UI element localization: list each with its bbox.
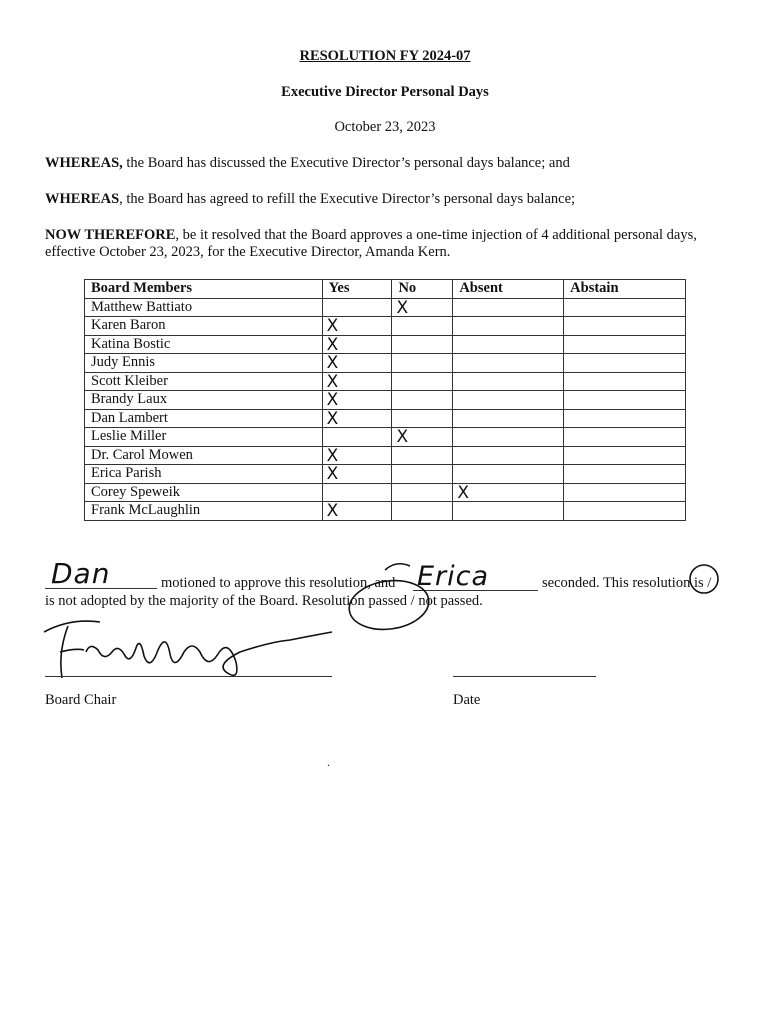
resolution-date: October 23, 2023 bbox=[334, 119, 436, 135]
date-label: Date bbox=[453, 692, 481, 708]
clause-text: , be it resolved that the Board approves a one-time injection of 4 additional personal days, effective October 23, 2023, for the Executive Director, Amanda Kern. bbox=[45, 227, 697, 260]
handwritten-x-mark: X bbox=[457, 482, 469, 503]
motion-text-1: motioned to approve this resolution, and bbox=[161, 575, 396, 591]
mover-name: Dan bbox=[51, 557, 111, 590]
clause-lead: NOW THEREFORE bbox=[45, 227, 176, 243]
motion-text-2: seconded. This resolution is / bbox=[542, 575, 712, 591]
handwritten-x-mark: X bbox=[326, 371, 339, 392]
header-abstain: Abstain bbox=[564, 280, 686, 299]
handwritten-x-mark: X bbox=[326, 316, 339, 336]
member-name: Karen Baron bbox=[85, 317, 323, 336]
handwritten-x-mark: X bbox=[326, 408, 339, 429]
clause-text: , the Board has agreed to refill the Executive Director’s personal days balance; bbox=[119, 191, 576, 207]
chair-signature-drawing bbox=[40, 612, 340, 692]
resolution-subtitle: Executive Director Personal Days bbox=[281, 84, 489, 100]
motion-text-3: is not adopted by the majority of the Board. Resolution passed / not passed. bbox=[45, 593, 483, 609]
member-name: Erica Parish bbox=[85, 465, 323, 484]
board-chair-label: Board Chair bbox=[45, 692, 117, 708]
clause-lead: WHEREAS bbox=[45, 191, 120, 207]
handwritten-x-mark: X bbox=[396, 427, 409, 447]
resolution-title: RESOLUTION FY 2024-07 bbox=[299, 48, 471, 64]
handwritten-x-mark: X bbox=[396, 297, 409, 318]
member-name: Leslie Miller bbox=[85, 428, 323, 447]
handwritten-x-mark: X bbox=[326, 334, 339, 355]
member-name: Scott Kleiber bbox=[85, 372, 323, 391]
member-name: Corey Speweik bbox=[85, 483, 323, 502]
member-name: Matthew Battiato bbox=[85, 298, 323, 317]
footer-dot: . bbox=[327, 755, 330, 769]
clause-lead: WHEREAS, bbox=[45, 155, 123, 171]
member-name: Judy Ennis bbox=[85, 354, 323, 373]
header-no: No bbox=[392, 280, 453, 299]
handwritten-x-mark: X bbox=[326, 464, 339, 484]
handwritten-x-mark: X bbox=[326, 445, 339, 466]
seconder-name: Erica bbox=[417, 561, 490, 592]
member-name: Dan Lambert bbox=[85, 409, 323, 428]
header-yes: Yes bbox=[322, 280, 392, 299]
handwritten-x-mark: X bbox=[326, 390, 339, 410]
chair-signature-line bbox=[45, 676, 332, 677]
header-board-members: Board Members bbox=[85, 280, 323, 299]
date-line bbox=[453, 676, 596, 677]
member-name: Frank McLaughlin bbox=[85, 502, 323, 521]
header-absent: Absent bbox=[453, 280, 564, 299]
member-name: Brandy Laux bbox=[85, 391, 323, 410]
clause-text: the Board has discussed the Executive Director’s personal days balance; and bbox=[122, 155, 570, 171]
handwritten-x-mark: X bbox=[326, 353, 339, 373]
member-name: Dr. Carol Mowen bbox=[85, 446, 323, 465]
member-name: Katina Bostic bbox=[85, 335, 323, 354]
handwritten-x-mark: X bbox=[326, 501, 339, 521]
